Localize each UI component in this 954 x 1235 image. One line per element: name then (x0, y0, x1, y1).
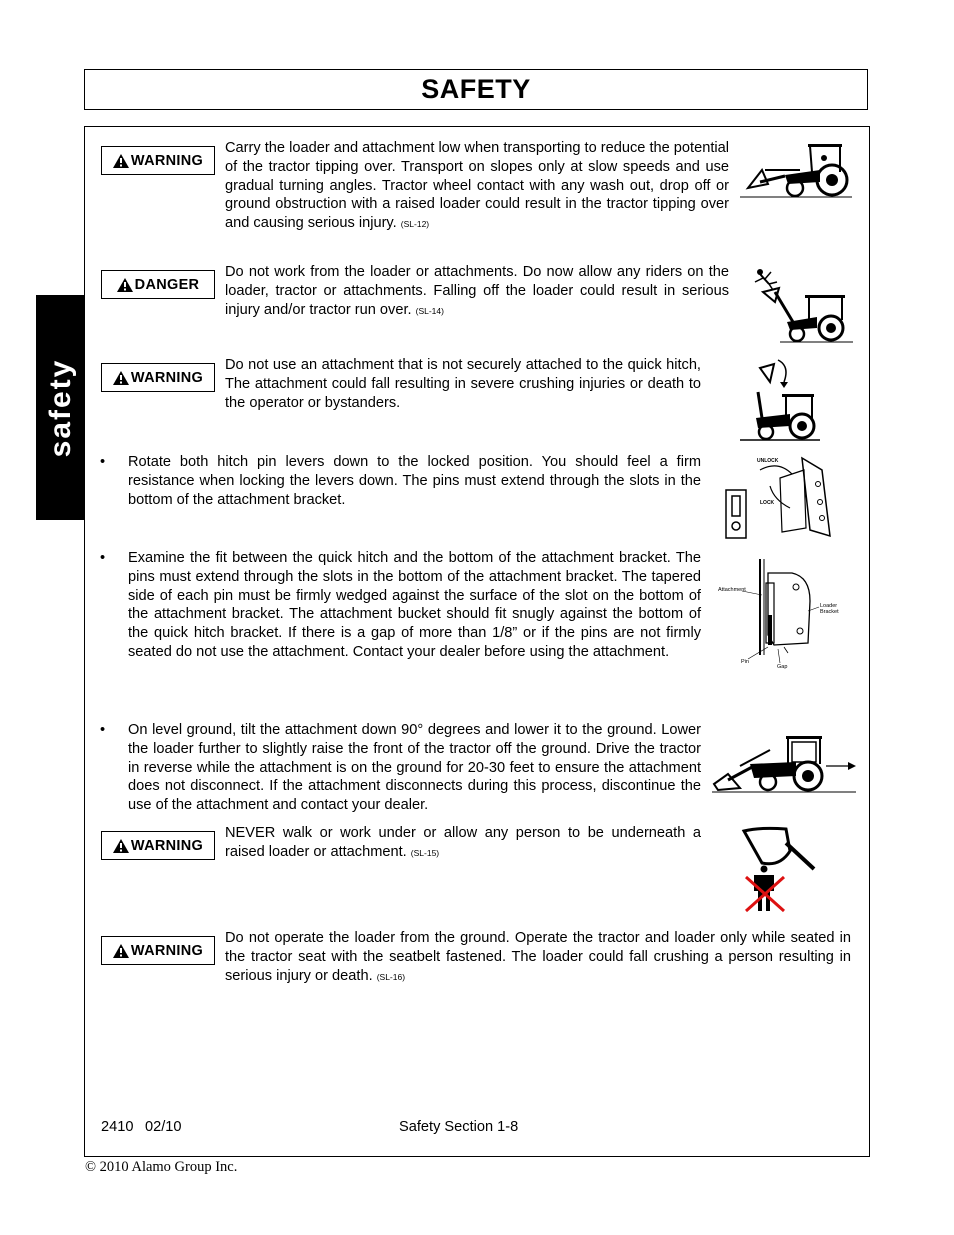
tractor-reverse-illustration (710, 730, 858, 796)
page-title-box (84, 69, 868, 110)
warning-label: WARNING (130, 152, 204, 169)
bullet-marker: • (100, 722, 106, 738)
no-person-under-loader-icon (740, 825, 820, 915)
pin-gap-illustration (716, 555, 846, 673)
warning-badge (101, 146, 215, 175)
bullet-text-hitch-levers: Rotate both hitch pin levers down to the locked position. You should feel a firm resistance when locking the levers down. The pins must extend through the slots in the bottom of the attachment bracket. (128, 454, 701, 508)
warning-triangle-icon (113, 944, 129, 958)
copyright: © 2010 Alamo Group Inc. (85, 1159, 238, 1175)
warning-badge (101, 936, 215, 965)
warning-label: WARNING (130, 942, 204, 959)
bullet-marker: • (100, 454, 106, 470)
footer-section: Safety Section 1-8 (399, 1119, 519, 1135)
attachment-falling-illustration (738, 356, 822, 444)
lock-label: LOCK (760, 500, 775, 506)
danger-text-sl14: Do not work from the loader or attachments. Do now allow any riders on the loader, tractor or attachments. Falling off the loader could result in serious injury and/or tractor run over. (SL-14) (225, 264, 729, 318)
warning-triangle-icon (117, 278, 133, 292)
warning-label: WARNING (130, 369, 204, 386)
gap-label: Gap (777, 664, 788, 670)
unlock-label: UNLOCK (757, 458, 779, 464)
bullet-text-examine-fit: Examine the fit between the quick hitch and the bottom of the attachment bracket. The pins must extend through the slots in the bottom of the attachment bracket. The tapered side of each pin must be firmly wedged against the surface of the slot on the bottom of the attachment bracket. The attachment bucket should fit snugly against the bottom of the quick hitch bracket. If there is a gap of more than 1/8” or if the pins are not firmly seated do not use the attachment. Contact your dealer before using the attachment. (128, 550, 701, 660)
warning-label: WARNING (130, 837, 204, 854)
warning-text-sl12: Carry the loader and attachment low when transporting to reduce the potential of the tractor tipping over. Transport on slopes only at slow speeds and use gradual turning angles. Tractor wheel contact with any wash out, drop off or ground obstruction with a raised loader could result in the tractor tipping over and causing serious injury. (SL-12) (225, 140, 729, 232)
footer-date: 02/10 (145, 1119, 182, 1135)
warning-triangle-icon (113, 371, 129, 385)
side-tab (36, 295, 85, 520)
rider-falling-illustration (745, 262, 855, 346)
warning-triangle-icon (113, 839, 129, 853)
footer-model: 2410 (101, 1119, 134, 1135)
page-title: SAFETY (421, 74, 531, 104)
warning-badge (101, 831, 215, 860)
bullet-text-level-ground-test: On level ground, tilt the attachment down 90° degrees and lower it to the ground. Lower the loader further to slightly raise the front of the tractor off the ground. Drive the tractor in reverse while the attachment is on the ground for 20-30 feet to ensure the attachment does not disconnect. If the attachment disconnects during this process, discontinue the use of the attachment and contact your dealer. (128, 722, 701, 814)
danger-badge (101, 270, 215, 299)
bullet-marker: • (100, 550, 106, 566)
attachment-label: Attachment (718, 587, 746, 593)
side-tab-label: safety (43, 358, 77, 457)
warning-text-sl15: NEVER walk or work under or allow any person to be underneath a raised loader or attachment. (SL-15) (225, 825, 701, 860)
tractor-loader-illustration (740, 140, 855, 200)
warning-text-sl16: Do not operate the loader from the ground. Operate the tractor and loader only while seated in the tractor seat with the seatbelt fastened. The loader could fall crushing a person resulting in serious injury or death. (SL-16) (225, 930, 851, 984)
warning-triangle-icon (113, 154, 129, 168)
danger-label: DANGER (134, 276, 200, 293)
pin-label: Pin (741, 659, 749, 665)
hitch-lever-illustration (712, 450, 844, 542)
warning-badge (101, 363, 215, 392)
loader-bracket-label: Loader Bracket (820, 603, 839, 615)
warning-text-attachment: Do not use an attachment that is not securely attached to the quick hitch, The attachment could fall resulting in severe crushing injuries or death to the operator or bystanders. (225, 357, 701, 411)
